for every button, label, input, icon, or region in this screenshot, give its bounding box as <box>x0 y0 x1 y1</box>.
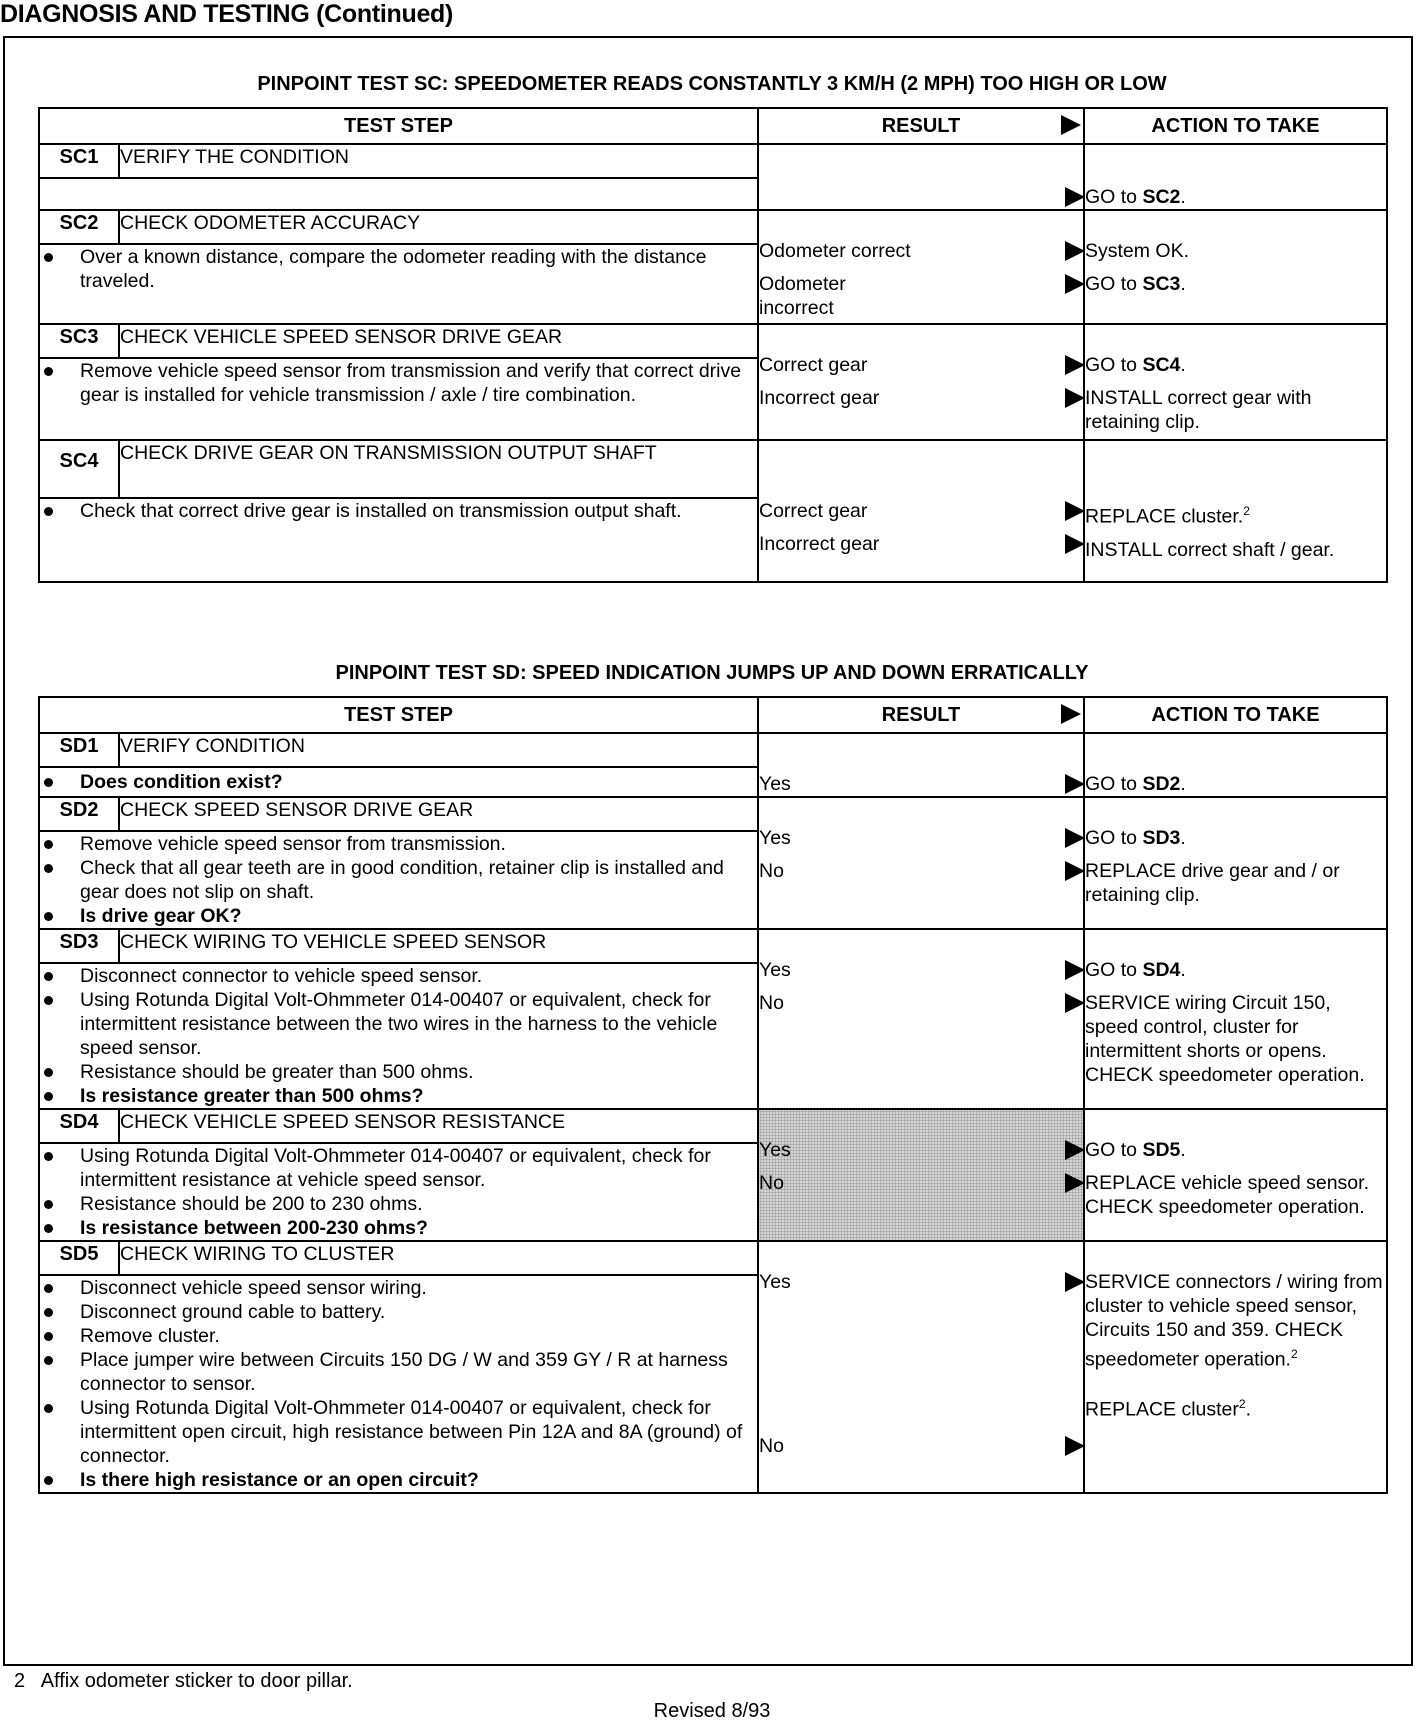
step-sc4-title-row <box>39 440 1387 498</box>
step-sc3-title-row <box>39 324 1387 358</box>
step-id: SD4 <box>39 1109 119 1143</box>
header-action: ACTION TO TAKE <box>1084 108 1387 144</box>
result-cell: Correct gear Incorrect gear <box>758 440 1084 582</box>
bullet-icon <box>44 1224 53 1233</box>
action-cell: GO to SD3. REPLACE drive gear and / or retaining clip. <box>1084 797 1387 929</box>
action-cell: GO to SD4. SERVICE wiring Circuit 150, speed control, cluster for intermittent shorts or opens. CHECK speedometer operation. <box>1084 929 1387 1109</box>
step-bullet: Disconnect connector to vehicle speed sensor. <box>40 964 757 988</box>
bullet-icon <box>44 1332 53 1341</box>
action-cell: GO to SD5. REPLACE vehicle speed sensor. CHECK speedometer operation. <box>1084 1109 1387 1241</box>
step-id: SD1 <box>39 733 119 767</box>
bullet-icon <box>44 1404 53 1413</box>
step-bullet: Resistance should be greater than 500 ohms. <box>40 1060 757 1084</box>
arrow-icon <box>1065 355 1085 375</box>
arrow-icon <box>1061 115 1081 135</box>
action-cell: System OK. GO to SC3. <box>1084 210 1387 324</box>
arrow-icon <box>1065 1173 1085 1193</box>
step-title: CHECK VEHICLE SPEED SENSOR RESISTANCE <box>119 1109 758 1143</box>
header-test-step: TEST STEP <box>39 697 758 733</box>
table-header-row <box>39 108 1387 144</box>
step-bullet: Remove vehicle speed sensor from transmission and verify that correct drive gear is installed for vehicle transmission / axle / tire combination. <box>40 359 757 407</box>
bullet-icon <box>44 912 53 921</box>
bullet-icon <box>44 1152 53 1161</box>
step-title: CHECK VEHICLE SPEED SENSOR DRIVE GEAR <box>119 324 758 358</box>
table-header-row <box>39 697 1387 733</box>
step-bullet: Over a known distance, compare the odometer reading with the distance traveled. <box>40 245 757 293</box>
test-sc-heading: PINPOINT TEST SC: SPEEDOMETER READS CONSTANTLY 3 KM/H (2 MPH) TOO HIGH OR LOW <box>257 73 1167 95</box>
bullet-icon <box>44 367 53 376</box>
step-id: SD5 <box>39 1241 119 1275</box>
header-result: RESULT <box>758 697 1084 733</box>
step-title: CHECK DRIVE GEAR ON TRANSMISSION OUTPUT SHAFT <box>119 440 758 498</box>
step-bullet: Is there high resistance or an open circuit? <box>40 1468 757 1492</box>
step-bullet: Remove cluster. <box>40 1324 757 1348</box>
step-title: VERIFY THE CONDITION <box>119 144 758 178</box>
bullet-icon <box>44 840 53 849</box>
bullet-icon <box>44 778 53 787</box>
result-cell: Yes No <box>758 1241 1084 1493</box>
step-bullet: Place jumper wire between Circuits 150 DG / W and 359 GY / R at harness connector to sensor. <box>40 1348 757 1396</box>
step-sc1-title-row <box>39 144 1387 178</box>
bullet-icon <box>44 1476 53 1485</box>
header-action: ACTION TO TAKE <box>1084 697 1387 733</box>
bullet-icon <box>44 996 53 1005</box>
result-cell <box>758 144 1084 210</box>
step-bullet: Remove vehicle speed sensor from transmission. <box>40 832 757 856</box>
test-sc-table <box>38 107 1388 583</box>
header-test-step: TEST STEP <box>39 108 758 144</box>
arrow-icon <box>1065 1140 1085 1160</box>
step-bullet: Using Rotunda Digital Volt-Ohmmeter 014-00407 or equivalent, check for intermittent open circuit, high resistance between Pin 12A and 8A (ground) of connector. <box>40 1396 757 1468</box>
step-id: SC2 <box>39 210 119 244</box>
arrow-icon <box>1065 828 1085 848</box>
step-sc2-title-row <box>39 210 1387 244</box>
revision-date: Revised 8/93 <box>653 1700 771 1722</box>
result-cell-shaded: Yes No <box>758 1109 1084 1241</box>
bullet-icon <box>44 1356 53 1365</box>
step-title: CHECK WIRING TO CLUSTER <box>119 1241 758 1275</box>
step-title: CHECK ODOMETER ACCURACY <box>119 210 758 244</box>
bullet-icon <box>44 253 53 262</box>
step-id: SC4 <box>39 440 119 498</box>
arrow-icon <box>1065 501 1085 521</box>
bullet-icon <box>44 507 53 516</box>
arrow-icon <box>1065 861 1085 881</box>
arrow-icon <box>1065 960 1085 980</box>
footnote: 2 Affix odometer sticker to door pillar. <box>14 1670 353 1692</box>
result-cell: Yes No <box>758 929 1084 1109</box>
step-id: SC1 <box>39 144 119 178</box>
step-sd1-title-row <box>39 733 1387 767</box>
step-bullet: Resistance should be 200 to 230 ohms. <box>40 1192 757 1216</box>
action-cell: REPLACE cluster.$^2$ INSTALL correct shaft / gear. <box>1084 440 1387 582</box>
bullet-icon <box>44 1092 53 1101</box>
step-bullet: Is resistance between 200-230 ohms? <box>40 1216 757 1240</box>
result-cell: Odometer correct Odometer incorrect <box>758 210 1084 324</box>
arrow-icon <box>1065 187 1085 207</box>
bullet-icon <box>44 1284 53 1293</box>
step-bullet: Is resistance greater than 500 ohms? <box>40 1084 757 1108</box>
step-title: CHECK WIRING TO VEHICLE SPEED SENSOR <box>119 929 758 963</box>
arrow-icon <box>1065 388 1085 408</box>
action-cell: GO to SC2. <box>1084 144 1387 210</box>
step-sd4-title-row <box>39 1109 1387 1143</box>
step-bullet: Disconnect vehicle speed sensor wiring. <box>40 1276 757 1300</box>
bullet-icon <box>44 1068 53 1077</box>
action-cell: GO to SD2. <box>1084 733 1387 797</box>
test-sd-heading: PINPOINT TEST SD: SPEED INDICATION JUMPS UP AND DOWN ERRATICALLY <box>335 662 1089 684</box>
bullet-icon <box>44 864 53 873</box>
bullet-icon <box>44 1308 53 1317</box>
step-id: SD3 <box>39 929 119 963</box>
step-title: VERIFY CONDITION <box>119 733 758 767</box>
bullet-icon <box>44 972 53 981</box>
step-sd3-title-row <box>39 929 1387 963</box>
step-id: SC3 <box>39 324 119 358</box>
step-title: CHECK SPEED SENSOR DRIVE GEAR <box>119 797 758 831</box>
action-cell: SERVICE connectors / wiring from cluster to vehicle speed sensor, Circuits 150 and 359. CHECK speedometer operation.$^2$ REPLACE cluster$^2$. <box>1084 1241 1387 1493</box>
bullet-icon <box>44 1200 53 1209</box>
step-bullet: Is drive gear OK? <box>40 904 757 928</box>
arrow-icon <box>1061 704 1081 724</box>
step-id: SD2 <box>39 797 119 831</box>
arrow-icon <box>1065 1436 1085 1456</box>
step-sd2-title-row <box>39 797 1387 831</box>
step-bullet: Check that all gear teeth are in good condition, retainer clip is installed and gear does not slip on shaft. <box>40 856 757 904</box>
step-bullet: Using Rotunda Digital Volt-Ohmmeter 014-00407 or equivalent, check for intermittent resistance between the two wires in the harness to the vehicle speed sensor. <box>40 988 757 1060</box>
test-sd-table <box>38 696 1388 1494</box>
header-result: RESULT <box>758 108 1084 144</box>
step-sd5-title-row <box>39 1241 1387 1275</box>
step-bullet: Does condition exist? <box>40 770 757 794</box>
result-cell: Yes No <box>758 797 1084 929</box>
action-cell: GO to SC4. INSTALL correct gear with retaining clip. <box>1084 324 1387 440</box>
result-cell: Yes <box>758 733 1084 797</box>
arrow-icon <box>1065 1272 1085 1292</box>
arrow-icon <box>1065 534 1085 554</box>
arrow-icon <box>1065 274 1085 294</box>
step-bullet: Using Rotunda Digital Volt-Ohmmeter 014-00407 or equivalent, check for intermittent resistance at vehicle speed sensor. <box>40 1144 757 1192</box>
page-title: DIAGNOSIS AND TESTING (Continued) <box>0 0 454 28</box>
step-bullet: Disconnect ground cable to battery. <box>40 1300 757 1324</box>
arrow-icon <box>1065 774 1085 794</box>
arrow-icon <box>1065 993 1085 1013</box>
step-bullet: Check that correct drive gear is installed on transmission output shaft. <box>40 499 757 523</box>
result-cell: Correct gear Incorrect gear <box>758 324 1084 440</box>
arrow-icon <box>1065 241 1085 261</box>
